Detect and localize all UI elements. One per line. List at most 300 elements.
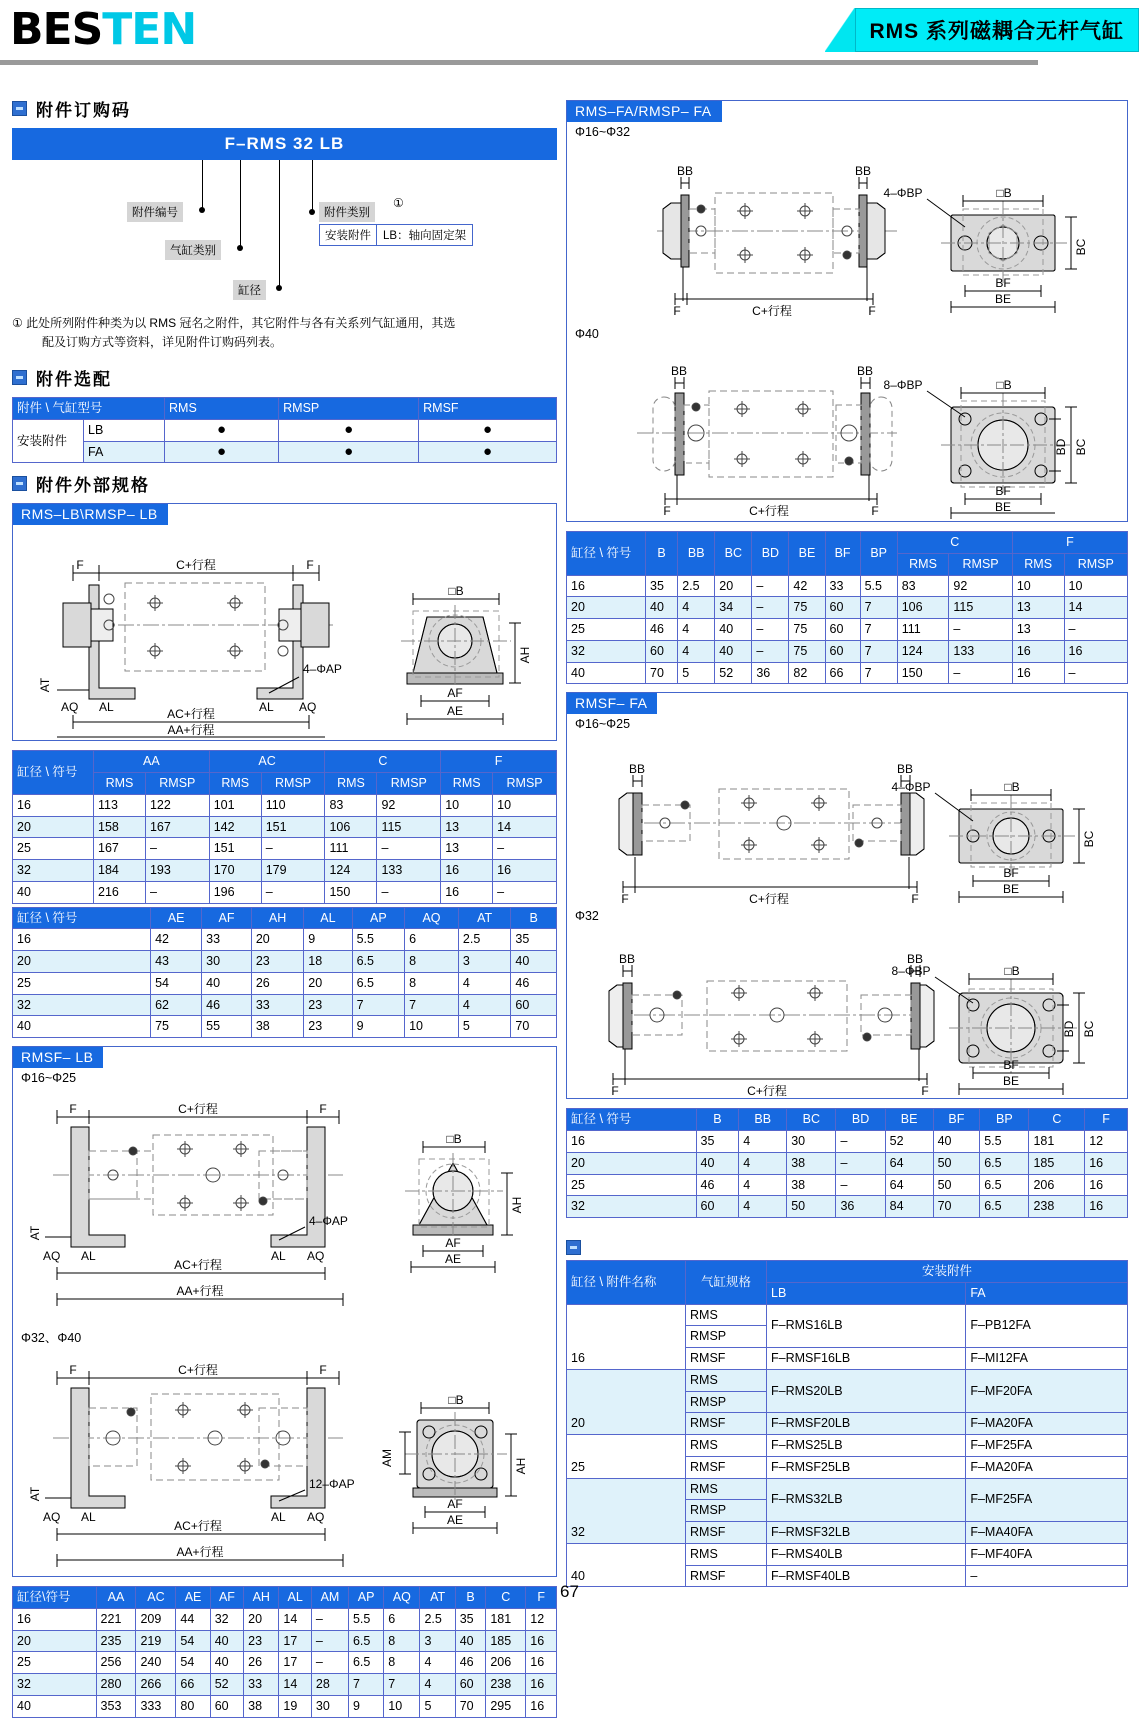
brand-logo xyxy=(10,8,196,52)
table-header-row xyxy=(13,907,557,929)
cell-fa-code: F–MF25FA xyxy=(966,1435,1128,1457)
table-cell: 25 xyxy=(13,1652,97,1674)
table-cell: 64 xyxy=(885,1174,933,1196)
sub-c-rmsp: RMSP xyxy=(377,773,441,795)
table-cell: – xyxy=(311,1608,348,1630)
svg-text:□B: □B xyxy=(1004,964,1019,978)
table-cell: 25 xyxy=(13,838,94,860)
table-cell: 75 xyxy=(789,597,825,619)
table-cell: 40 xyxy=(715,619,752,641)
label-part-number: 附件编号 xyxy=(127,202,183,222)
table-cell: 13 xyxy=(1012,597,1064,619)
col-header-al: AL xyxy=(304,907,352,929)
svg-text:C+行程: C+行程 xyxy=(176,558,216,572)
table-cell: 6.5 xyxy=(352,972,404,994)
table-cell: 5.5 xyxy=(980,1131,1029,1153)
cell-lb-code: F–RMS40LB xyxy=(767,1543,966,1565)
cell-fa-code: F–MF20FA xyxy=(966,1369,1128,1413)
table-cell: – xyxy=(145,838,209,860)
table-cell: 23 xyxy=(244,1630,279,1652)
table-cell: 40 xyxy=(455,1630,486,1652)
row-label-fa: FA xyxy=(84,441,165,463)
table-cell: 133 xyxy=(377,860,441,882)
table-cell: 206 xyxy=(1029,1174,1085,1196)
panel-rms-lb xyxy=(12,503,557,741)
table-cell: – xyxy=(493,838,557,860)
table-cell: 16 xyxy=(13,794,94,816)
col-header-b: B xyxy=(511,907,557,929)
table-cell: 60 xyxy=(825,597,860,619)
col-header-bc: BC xyxy=(787,1109,836,1131)
table-cell: – xyxy=(836,1152,885,1174)
right-column xyxy=(566,100,1128,1587)
lb-description-label: LB：轴向固定架 xyxy=(377,225,472,245)
table-cell: 8 xyxy=(384,1630,420,1652)
cell-bore: 40 xyxy=(567,1543,686,1587)
drawing-rms-lb xyxy=(13,525,556,740)
svg-text:F: F xyxy=(76,558,83,572)
table-cell: 5.5 xyxy=(352,929,404,951)
svg-text:□B: □B xyxy=(448,1393,463,1407)
footnote-marker-circle-1: ① xyxy=(393,196,404,210)
table-cell: 5 xyxy=(420,1695,455,1717)
cell-lb-code: F–RMSF32LB xyxy=(767,1522,966,1544)
row-group-mount-accessory: 安装附件 xyxy=(13,419,84,463)
table-cell: 221 xyxy=(96,1608,136,1630)
table-row xyxy=(567,1543,1128,1565)
col-header--: 缸径 \ 符号 xyxy=(13,907,151,929)
svg-text:□B: □B xyxy=(1004,780,1019,794)
table-cell: 6.5 xyxy=(348,1652,383,1674)
table-cell: 5 xyxy=(678,662,715,684)
svg-text:AQ: AQ xyxy=(43,1510,60,1524)
table-subheader-row xyxy=(13,773,557,795)
table-header-row xyxy=(567,1261,1128,1283)
col-header-cylinder-spec: 气缸规格 xyxy=(686,1261,767,1305)
row-label-lb: LB xyxy=(84,419,165,441)
table-cell: 50 xyxy=(933,1152,980,1174)
phi-range-rms-fa-2: Φ40 xyxy=(575,327,1127,341)
table-cell: 5.5 xyxy=(860,575,897,597)
cell-fa-code: F–MA40FA xyxy=(966,1522,1128,1544)
cell-cylinder-spec: RMSP xyxy=(686,1326,767,1348)
col-header-rmsf: RMSF xyxy=(419,398,557,420)
table-cell: 16 xyxy=(13,1608,97,1630)
table-cell: 36 xyxy=(836,1196,885,1218)
svg-text:AH: AH xyxy=(514,1458,528,1475)
table-row xyxy=(13,972,557,994)
table-cell: 26 xyxy=(251,972,303,994)
svg-text:F: F xyxy=(319,1102,326,1116)
table-cell: 12 xyxy=(1085,1131,1128,1153)
table-cell: 16 xyxy=(567,575,646,597)
table-cell: 206 xyxy=(486,1652,526,1674)
table-cell: 35 xyxy=(696,1131,739,1153)
table-cell: 3 xyxy=(458,951,510,973)
table-cell: – xyxy=(949,619,1012,641)
table-cell: – xyxy=(377,838,441,860)
sub-col-fa: FA xyxy=(966,1282,1128,1304)
table-cell: 4 xyxy=(739,1152,787,1174)
svg-text:4–ΦAP: 4–ΦAP xyxy=(303,662,342,676)
table-cell: 10 xyxy=(1064,575,1128,597)
svg-text:C+行程: C+行程 xyxy=(752,304,792,318)
table-cell: 20 xyxy=(244,1608,279,1630)
col-header-ah: AH xyxy=(251,907,303,929)
order-code-heading-text: 附件订购码 xyxy=(36,96,131,121)
table-cell: 7 xyxy=(384,1674,420,1696)
table-cell: 124 xyxy=(325,860,377,882)
svg-text:BC: BC xyxy=(1074,438,1088,455)
col-header-bore-symbol: 缸径 \ 符号 xyxy=(567,532,646,576)
table-cell: 3 xyxy=(420,1630,455,1652)
table-cell: 280 xyxy=(96,1674,136,1696)
table-header-row xyxy=(13,751,557,773)
svg-text:4–ΦBP: 4–ΦBP xyxy=(892,780,931,794)
table-row xyxy=(567,597,1128,619)
table-cell: 16 xyxy=(13,929,151,951)
table-cell: 38 xyxy=(787,1174,836,1196)
table-row xyxy=(567,662,1128,684)
table-cell: 16 xyxy=(493,860,557,882)
svg-text:F: F xyxy=(306,558,313,572)
table-cell: – xyxy=(493,881,557,903)
bullet-square-icon xyxy=(12,476,27,491)
table-cell: 23 xyxy=(251,951,303,973)
drawing-rmsf-fa-large xyxy=(567,923,1127,1098)
table-cell: 46 xyxy=(455,1652,486,1674)
table-row xyxy=(13,860,557,882)
table-cell: 40 xyxy=(567,662,646,684)
table-cell: 353 xyxy=(96,1695,136,1717)
svg-text:AQ: AQ xyxy=(307,1249,324,1263)
panel-rmsf-fa xyxy=(566,692,1128,1099)
cell-cylinder-spec: RMSF xyxy=(686,1565,767,1587)
table-cell: 26 xyxy=(244,1652,279,1674)
svg-text:BE: BE xyxy=(995,500,1011,514)
sub-c-rms: RMS xyxy=(897,553,949,575)
table-row xyxy=(13,838,557,860)
table-cell: 16 xyxy=(526,1695,557,1717)
table-cell: – xyxy=(836,1174,885,1196)
table-cell: 2.5 xyxy=(458,929,510,951)
table-cell: 6 xyxy=(384,1608,420,1630)
page-number: 67 xyxy=(0,1582,1139,1602)
table-cell: 35 xyxy=(455,1608,486,1630)
col-header-be: BE xyxy=(789,532,825,576)
drawing-rms-fa-small xyxy=(567,139,1127,324)
table-cell: 150 xyxy=(897,662,949,684)
table-row xyxy=(567,619,1128,641)
table-cell: 46 xyxy=(646,619,678,641)
col-header-bp: BP xyxy=(860,532,897,576)
table-row xyxy=(13,881,557,903)
table-cell: 4 xyxy=(739,1196,787,1218)
table-fa-main xyxy=(566,531,1128,684)
cell-lb-code: F–RMSF40LB xyxy=(767,1565,966,1587)
svg-text:BB: BB xyxy=(629,762,645,776)
table-cell: 6.5 xyxy=(980,1196,1029,1218)
svg-text:BB: BB xyxy=(907,952,923,966)
col-header-ae: AE xyxy=(176,1587,210,1609)
table-cell: 16 xyxy=(1012,640,1064,662)
table-cell: 52 xyxy=(715,662,752,684)
drawing-rms-fa-large xyxy=(567,341,1127,521)
table-cell: 40 xyxy=(13,1016,151,1038)
table-cell: – xyxy=(752,640,789,662)
cell-fa-code: F–MI12FA xyxy=(966,1348,1128,1370)
svg-text:BE: BE xyxy=(1003,1074,1019,1088)
table-cell: 7 xyxy=(860,619,897,641)
svg-text:8–ΦBP: 8–ΦBP xyxy=(884,378,923,392)
svg-text:AH: AH xyxy=(518,647,532,664)
svg-text:C+行程: C+行程 xyxy=(747,1084,787,1098)
table-row xyxy=(567,640,1128,662)
svg-text:BB: BB xyxy=(619,952,635,966)
bullet-square-icon xyxy=(566,1240,581,1255)
table-cell: 32 xyxy=(567,640,646,662)
table-cell: – xyxy=(1064,662,1128,684)
svg-text:AE: AE xyxy=(447,1513,463,1527)
svg-text:AQ: AQ xyxy=(61,700,78,714)
svg-text:BE: BE xyxy=(1003,882,1019,896)
cell-lb-rmsf: ● xyxy=(419,419,557,441)
svg-text:F: F xyxy=(921,1084,928,1098)
drawing-rmsf-lb-large xyxy=(13,1346,556,1546)
sub-f-rms: RMS xyxy=(1012,553,1064,575)
table-row xyxy=(13,1608,557,1630)
table-cell: – xyxy=(145,881,209,903)
leader-line-acc-type xyxy=(312,160,313,212)
table-cell: 170 xyxy=(209,860,261,882)
svg-text:AL: AL xyxy=(81,1510,96,1524)
svg-text:□B: □B xyxy=(448,584,463,598)
table-cell: 36 xyxy=(752,662,789,684)
table-cell: 2.5 xyxy=(420,1608,455,1630)
table-cell: 14 xyxy=(1064,597,1128,619)
phi-range-rmsf-fa-2: Φ32 xyxy=(575,909,1127,923)
table-cell: 150 xyxy=(325,881,377,903)
table-ordering-codes xyxy=(566,1260,1128,1587)
table-cell: 16 xyxy=(526,1630,557,1652)
table-cell: 66 xyxy=(825,662,860,684)
table-cell: 10 xyxy=(441,794,493,816)
col-header-rmsp: RMSP xyxy=(279,398,419,420)
table-cell: 113 xyxy=(94,794,146,816)
table-cell: 12 xyxy=(526,1608,557,1630)
table-cell: 60 xyxy=(825,640,860,662)
table-cell: – xyxy=(311,1652,348,1674)
table-cell: 9 xyxy=(352,1016,404,1038)
table-cell: – xyxy=(311,1630,348,1652)
table-cell: 82 xyxy=(789,662,825,684)
table-cell: 184 xyxy=(94,860,146,882)
table-cell: – xyxy=(377,881,441,903)
footnote-line-1: ① 此处所列附件种类为以 RMS 冠名之附件，其它附件与各有关系列气缸通用，其选 xyxy=(12,314,557,333)
svg-text:BB: BB xyxy=(855,164,871,178)
col-header-af: AF xyxy=(210,1587,243,1609)
col-header-b: B xyxy=(455,1587,486,1609)
label-bore: 缸径 xyxy=(233,280,266,300)
table-cell: 4 xyxy=(678,619,715,641)
table-cell: 20 xyxy=(567,1152,697,1174)
table-row xyxy=(13,419,557,441)
svg-text:C+行程: C+行程 xyxy=(178,1102,218,1116)
panel-rmsf-lb xyxy=(12,1046,557,1577)
svg-text:BC: BC xyxy=(1074,238,1088,255)
table-cell: 14 xyxy=(493,816,557,838)
table-cell: 238 xyxy=(486,1674,526,1696)
svg-text:F: F xyxy=(663,504,670,518)
table-cell: 179 xyxy=(261,860,325,882)
label-accessory-type: 附件类别 xyxy=(319,202,375,222)
svg-text:12–ΦAP: 12–ΦAP xyxy=(309,1477,355,1491)
svg-text:BF: BF xyxy=(995,484,1010,498)
order-code-callouts xyxy=(12,160,557,310)
svg-text:F: F xyxy=(871,504,878,518)
col-header-b: B xyxy=(646,532,678,576)
table-cell: 35 xyxy=(646,575,678,597)
svg-text:AC+行程: AC+行程 xyxy=(167,707,215,721)
table-row xyxy=(567,1196,1128,1218)
svg-text:BC: BC xyxy=(1082,831,1096,848)
table-cell: 256 xyxy=(96,1652,136,1674)
svg-text:AA+行程: AA+行程 xyxy=(176,1285,223,1298)
table-cell: 115 xyxy=(377,816,441,838)
table-cell: 38 xyxy=(244,1695,279,1717)
table-lb-ae-b xyxy=(12,907,557,1039)
table-cell: 4 xyxy=(420,1652,455,1674)
table-cell: 33 xyxy=(251,994,303,1016)
svg-text:AT: AT xyxy=(28,1225,42,1240)
table-cell: 17 xyxy=(279,1652,311,1674)
col-header-bf: BF xyxy=(933,1109,980,1131)
table-cell: 66 xyxy=(176,1674,210,1696)
table-cell: 8 xyxy=(405,972,459,994)
table-cell: 20 xyxy=(13,1630,97,1652)
table-cell: 151 xyxy=(209,838,261,860)
col-group-ac: AC xyxy=(209,751,325,773)
table-cell: 30 xyxy=(787,1131,836,1153)
svg-text:F: F xyxy=(911,892,918,906)
svg-text:AE: AE xyxy=(447,704,463,718)
logo-text-dark: BES xyxy=(10,4,102,55)
cell-cylinder-spec: RMS xyxy=(686,1543,767,1565)
cell-cylinder-spec: RMSF xyxy=(686,1456,767,1478)
external-specs-heading-text: 附件外部规格 xyxy=(36,471,150,496)
table-cell: 60 xyxy=(210,1695,243,1717)
col-header-at: AT xyxy=(458,907,510,929)
accessory-type-detail-box xyxy=(319,224,473,246)
cell-fa-code: F–PB12FA xyxy=(966,1304,1128,1348)
cell-fa-rms: ● xyxy=(165,441,279,463)
table-cell: 70 xyxy=(455,1695,486,1717)
section-order-code-heading xyxy=(12,96,557,121)
col-header-bp: BP xyxy=(980,1109,1029,1131)
left-column xyxy=(12,96,557,1718)
cell-lb-code: F–RMS32LB xyxy=(767,1478,966,1522)
col-header-at: AT xyxy=(420,1587,455,1609)
table-cell: 13 xyxy=(441,816,493,838)
cell-cylinder-spec: RMS xyxy=(686,1304,767,1326)
table-body-rmsf-fa xyxy=(567,1131,1128,1218)
table-cell: 75 xyxy=(789,640,825,662)
svg-text:F: F xyxy=(69,1363,76,1377)
table-cell: 60 xyxy=(455,1674,486,1696)
cell-lb-code: F–RMS25LB xyxy=(767,1435,966,1457)
phi-range-rms-fa-1: Φ16~Φ32 xyxy=(575,125,1127,139)
svg-text:AT: AT xyxy=(38,678,52,693)
table-row xyxy=(13,1674,557,1696)
table-cell: 4 xyxy=(678,640,715,662)
table-cell: 25 xyxy=(13,972,151,994)
svg-text:AA+行程: AA+行程 xyxy=(167,723,214,737)
col-header-am: AM xyxy=(311,1587,348,1609)
cell-cylinder-spec: RMSP xyxy=(686,1500,767,1522)
col-header-ae: AE xyxy=(151,907,202,929)
cell-fa-code: F–MF25FA xyxy=(966,1478,1128,1522)
table-cell: 32 xyxy=(13,994,151,1016)
col-header-f: F xyxy=(1085,1109,1128,1131)
col-header-accessory-model: 附件 \ 气缸型号 xyxy=(13,398,165,420)
cell-lb-code: F–RMSF20LB xyxy=(767,1413,966,1435)
table-cell: 16 xyxy=(441,881,493,903)
svg-text:AF: AF xyxy=(447,1497,462,1511)
cell-cylinder-spec: RMS xyxy=(686,1478,767,1500)
table-cell: 6.5 xyxy=(348,1630,383,1652)
cell-bore: 20 xyxy=(567,1369,686,1434)
svg-text:AL: AL xyxy=(99,700,114,714)
col-header-b: B xyxy=(696,1109,739,1131)
table-cell: 219 xyxy=(136,1630,176,1652)
col-header-al: AL xyxy=(279,1587,311,1609)
table-cell: 20 xyxy=(13,951,151,973)
cell-cylinder-spec: RMSF xyxy=(686,1413,767,1435)
cell-bore: 25 xyxy=(567,1435,686,1479)
leader-dot-bore xyxy=(276,285,282,291)
leader-line-part-no xyxy=(202,160,203,210)
svg-text:□B: □B xyxy=(996,378,1011,392)
bullet-square-icon xyxy=(12,370,27,385)
table-cell: 14 xyxy=(279,1608,311,1630)
table-cell: 6.5 xyxy=(352,951,404,973)
table-cell: 83 xyxy=(325,794,377,816)
table-cell: 16 xyxy=(1085,1196,1128,1218)
table-rmsf-lb xyxy=(12,1586,557,1718)
cell-lb-rms: ● xyxy=(165,419,279,441)
cell-lb-code: F–RMS20LB xyxy=(767,1369,966,1413)
table-cell: 64 xyxy=(885,1152,933,1174)
table-cell: 7 xyxy=(860,597,897,619)
col-header-ap: AP xyxy=(348,1587,383,1609)
table-cell: 209 xyxy=(136,1608,176,1630)
table-cell: – xyxy=(752,575,789,597)
table-row xyxy=(13,816,557,838)
table-cell: 266 xyxy=(136,1674,176,1696)
svg-text:BE: BE xyxy=(995,292,1011,306)
svg-text:BF: BF xyxy=(995,276,1010,290)
table-row xyxy=(567,1152,1128,1174)
bullet-square-icon xyxy=(12,101,27,116)
table-cell: 62 xyxy=(151,994,202,1016)
section-ordering-heading xyxy=(566,1240,1128,1255)
table-cell: 6.5 xyxy=(980,1174,1029,1196)
table-cell: 167 xyxy=(94,838,146,860)
table-cell: 42 xyxy=(789,575,825,597)
table-cell: 75 xyxy=(151,1016,202,1038)
table-row xyxy=(567,1304,1128,1326)
drawing-rmsf-lb-small xyxy=(13,1085,556,1285)
